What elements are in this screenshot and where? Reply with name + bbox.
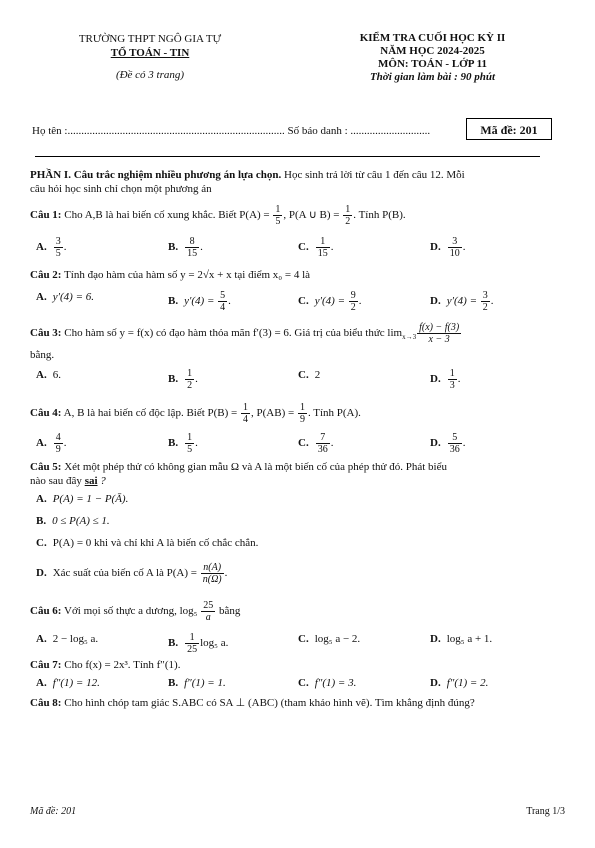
q1-option-a[interactable]: A. $\frac{3}{5}$ . xyxy=(36,236,67,259)
school-header xyxy=(30,32,270,82)
pages-note: (Đề có 3 trang) xyxy=(115,69,185,81)
q2-option-c[interactable]: C. y′(4) = $\frac{9}{2}$ . xyxy=(298,290,362,313)
q3-option-b[interactable]: B. $\frac{1}{2}$ . xyxy=(168,368,198,391)
student-info xyxy=(32,125,452,137)
exam-time: Thời gian làm bài : 90 phút xyxy=(369,71,496,83)
q7-option-b[interactable]: B. f″(1) = 1. xyxy=(168,677,226,689)
q3-option-a[interactable]: A. 6. xyxy=(36,369,61,381)
q6-option-d[interactable]: D. log₅ a + 1. xyxy=(430,633,493,645)
q1-option-c[interactable]: C. $\frac{1}{15}$ . xyxy=(298,236,334,259)
q4-option-c[interactable]: C. $\frac{7}{36}$ . xyxy=(298,432,334,455)
q5-option-b[interactable]: B. 0 ≤ P(A) ≤ 1. xyxy=(36,515,110,527)
q3-option-d[interactable]: D. $\frac{1}{3}$ . xyxy=(430,368,461,391)
q6-option-c[interactable]: C. log₅ a − 2. xyxy=(298,633,361,645)
id-label: Số báo danh : xyxy=(287,125,348,137)
question-3-tail: bằng. xyxy=(30,349,55,361)
q5-option-a[interactable]: A. P(A) = 1 − P(Ā). xyxy=(36,493,129,505)
school-year: NĂM HỌC 2024-2025 xyxy=(380,45,485,57)
group-name: TỔ TOÁN - TIN xyxy=(110,47,190,59)
question-3: Câu 3: Cho hàm số y = f(x) có đạo hàm thỏa mãn f′(3) = 6. Giá trị của biểu thức $\lim_{x\to 3}$ $\frac{f(x) - f(3)}{x - 3}$ xyxy=(30,322,460,345)
divider xyxy=(35,156,540,157)
q3-option-c[interactable]: C. 2 xyxy=(298,369,321,381)
subject: MÔN: TOÁN - LỚP 11 xyxy=(378,58,487,70)
exam-title: KIỂM TRA CUỐI HỌC KỲ II xyxy=(359,32,506,44)
q5-option-d[interactable]: D. Xác suất của biến cố A là P(A) = $\frac{n(A)}{n(\Omega)}$ . xyxy=(36,562,228,585)
question-4: Câu 4: A, B là hai biến cố độc lập. Biết P(B) = $\frac{1}{4}$ , P(AB) = $\frac{1}{9}$ . Tính P(A). xyxy=(30,402,361,425)
q5-option-c[interactable]: C. P(A) = 0 khi và chỉ khi A là biến cố chắc chắn. xyxy=(36,537,259,549)
question-1: Câu 1: Cho A,B là hai biến cố xung khắc. Biết P(A) = $\frac{1}{5}$ , P(A ∪ B) = $\frac{1}{2}$ . Tính P(B). xyxy=(30,204,406,227)
part1-instr: câu hỏi học sinh chỉ chọn một phương án xyxy=(30,183,212,195)
question-5: Câu 5: Xét một phép thử có không gian mẫu Ω và A là một biến cố của phép thử đó. Phát biểu xyxy=(30,461,447,473)
q6-option-b[interactable]: B. $\frac{1}{25}$ log₅ a. xyxy=(168,632,229,655)
q4-option-b[interactable]: B. $\frac{1}{5}$ . xyxy=(168,432,198,455)
q2-option-d[interactable]: D. y′(4) = $\frac{3}{2}$ . xyxy=(430,290,494,313)
name-label: Họ tên : xyxy=(32,125,68,137)
q7-option-c[interactable]: C. f″(1) = 3. xyxy=(298,677,357,689)
part1-title: PHẦN I. Câu trắc nghiệm nhiều phương án lựa chọn. Học sinh trả lời từ câu 1 đến câu 12. Mỗi xyxy=(30,169,465,181)
q2-option-b[interactable]: B. y′(4) = $\frac{5}{4}$ . xyxy=(168,290,231,313)
exam-code-box: Mã đề: 201 xyxy=(466,118,552,140)
q4-option-a[interactable]: A. $\frac{4}{9}$ . xyxy=(36,432,67,455)
q6-option-a[interactable]: A. 2 − log₅ a. xyxy=(36,633,99,645)
question-8: Câu 8: Cho hình chóp tam giác S.ABC có SA ⊥ (ABC) (tham khảo hình vẽ). Tìm khẳng định đúng? xyxy=(30,697,475,709)
question-5-line2: nào sau đây sai ? xyxy=(30,475,106,487)
school-name: TRƯỜNG THPT NGÔ GIA TỰ xyxy=(78,33,222,45)
footer-page-number: Trang 1/3 xyxy=(526,806,565,817)
q7-option-d[interactable]: D. f″(1) = 2. xyxy=(430,677,489,689)
exam-header xyxy=(300,32,565,84)
footer-exam-code: Mã đề: 201 xyxy=(30,806,77,817)
question-6: Câu 6: Với mọi số thực a dương, log₅ $\frac{25}{a}$ bằng xyxy=(30,600,241,623)
q1-option-b[interactable]: B. $\frac{8}{15}$ . xyxy=(168,236,203,259)
question-7: Câu 7: Cho f(x) = 2x³. Tính f″(1). xyxy=(30,659,181,671)
q4-option-d[interactable]: D. $\frac{5}{36}$ . xyxy=(430,432,466,455)
q1-option-d[interactable]: D. $\frac{3}{10}$ . xyxy=(430,236,466,259)
q7-option-a[interactable]: A. f″(1) = 12. xyxy=(36,677,100,689)
id-dots: ............................. xyxy=(350,125,431,137)
q2-option-a[interactable]: A. y′(4) = 6. xyxy=(36,291,94,303)
name-dots: ............................................................................... xyxy=(67,125,285,137)
question-2: Câu 2: Tính đạo hàm của hàm số y = 2√x + x tại điểm x₀ = 4 là xyxy=(30,269,311,281)
